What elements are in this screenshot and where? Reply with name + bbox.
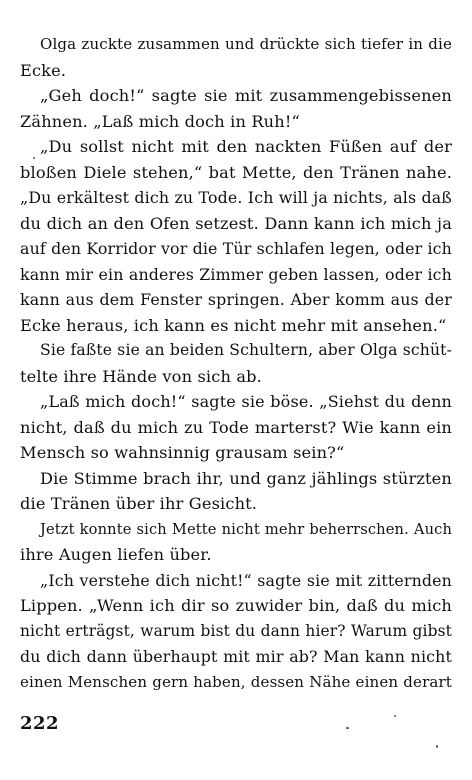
text-line: Jetzt konnte sich Mette nicht mehr beherrschen. Auch bbox=[40, 520, 452, 538]
ink-speck bbox=[33, 157, 35, 159]
ink-speck bbox=[436, 745, 438, 748]
text-line: du dich dann überhaupt mit mir ab? Man kann nicht bbox=[20, 647, 452, 666]
text-line: Olga zuckte zusammen und drückte sich tiefer in die bbox=[40, 35, 452, 53]
text-line: ihre Augen liefen über. bbox=[20, 545, 212, 564]
text-line: „Laß mich doch!“ sagte sie böse. „Siehst du denn bbox=[40, 392, 452, 411]
text-line: „Ich verstehe dich nicht!“ sagte sie mit zitternden bbox=[40, 570, 452, 590]
text-line: „Du erkältest dich zu Tode. Ich will ja nichts, als daß bbox=[20, 188, 452, 207]
text-line: Sie faßte sie an beiden Schultern, aber Olga schüt- bbox=[40, 341, 452, 359]
text-line: auf den Korridor vor die Tür schlafen legen, oder ich bbox=[20, 239, 452, 258]
text-line: bloßen Diele stehen,“ bat Mette, den Tränen nahe. bbox=[20, 162, 452, 182]
text-line: kann mir ein anderes Zimmer geben lassen, oder ich bbox=[20, 264, 452, 284]
text-line: Mensch so wahnsinnig grausam sein?“ bbox=[20, 443, 345, 462]
text-line: du dich an den Ofen setzest. Dann kann ich mich ja bbox=[20, 213, 452, 233]
text-line: einen Menschen gern haben, dessen Nähe einen derart bbox=[20, 672, 452, 691]
text-line: „Du sollst nicht mit den nackten Füßen auf der bbox=[40, 137, 452, 156]
text-line: Die Stimme brach ihr, und ganz jählings stürzten bbox=[40, 468, 452, 488]
ink-speck bbox=[346, 727, 349, 729]
page-number: 222 bbox=[20, 713, 60, 734]
text-line: kann aus dem Fenster springen. Aber komm aus der bbox=[20, 290, 452, 309]
text-line: „Geh doch!“ sagte sie mit zusammengebissenen bbox=[40, 86, 452, 105]
text-line: die Tränen über ihr Gesicht. bbox=[20, 494, 258, 513]
text-line: Ecke heraus, ich kann es nicht mehr mit ansehen.“ bbox=[20, 315, 447, 335]
text-line: telte ihre Hände von sich ab. bbox=[20, 366, 262, 386]
body-text bbox=[20, 32, 452, 695]
text-line: nicht erträgst, warum bist du dann hier? Warum gibst bbox=[20, 621, 452, 640]
text-line: Lippen. „Wenn ich dir so zuwider bin, daß du mich bbox=[20, 596, 452, 615]
ink-speck bbox=[394, 715, 396, 717]
text-line: nicht, daß du mich zu Tode marterst? Wie kann ein bbox=[20, 417, 452, 437]
text-line: Ecke. bbox=[20, 60, 67, 80]
text-line: Zähnen. „Laß mich doch in Ruh!“ bbox=[20, 111, 300, 131]
